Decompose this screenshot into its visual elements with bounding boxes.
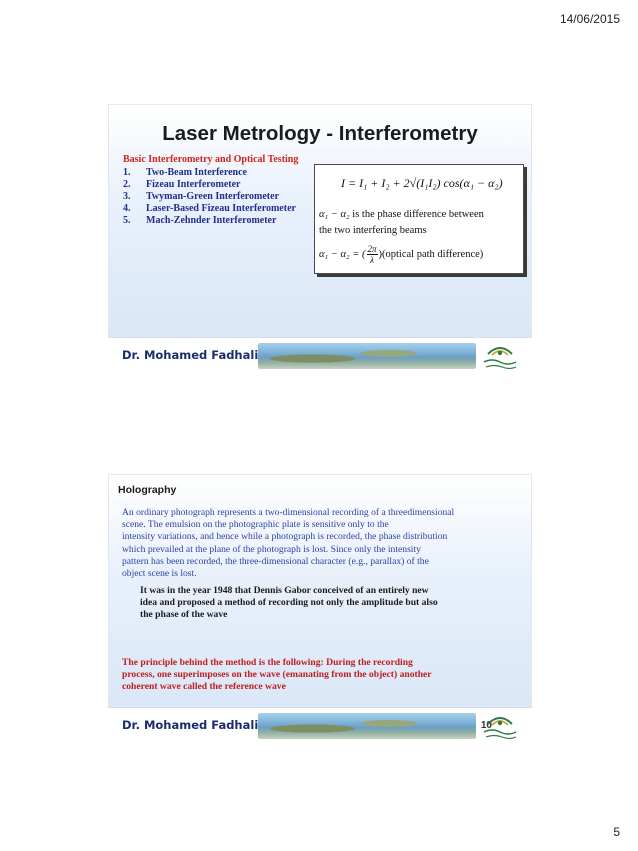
author-name: Dr. Mohamed Fadhali <box>122 348 259 362</box>
list-item: 4. Laser-Based Fizeau Interferometer <box>123 203 296 214</box>
phase-definition-cont: the two interfering beams <box>319 225 427 236</box>
gabor-statement: It was in the year 1948 that Dennis Gabor conceived of an entirely new idea and proposed a method of recording not only the amplitude but also the phase of the wave <box>140 585 438 621</box>
slide-title: Laser Metrology - Interferometry <box>162 122 478 145</box>
university-logo-icon <box>478 340 522 372</box>
slide-number: 10 <box>480 720 492 731</box>
list-item: 2. Fizeau Interferometer <box>123 179 241 190</box>
holography-paragraph: An ordinary photograph represents a two-dimensional recording of a threedimensional scene. The emulsion on the photographic plate is sensitive only to the intensity variations, and hence while a photograph is recorded, the phase distribution which prevailed at the plane of the photograph is lost. Since only the intensity pattern has been recorded, the three-dimensional character (e.g., parallax) of the object scene is lost. <box>122 507 455 580</box>
section-heading: Basic Interferometry and Optical Testing <box>123 154 299 165</box>
phase-definition: α₁ − α₂ is the phase difference between <box>319 209 484 220</box>
slide-laser-metrology <box>108 104 532 374</box>
slide-holography <box>108 474 532 744</box>
formula-box <box>314 164 524 274</box>
list-item: 5. Mach-Zehnder Interferometer <box>123 215 277 226</box>
principle-statement: The principle behind the method is the following: During the recording process, one superimposes on the wave (emanating from the object) another coherent wave called the reference wave <box>122 657 432 693</box>
page-date: 14/06/2015 <box>559 12 620 26</box>
university-logo-icon <box>478 710 522 742</box>
author-name: Dr. Mohamed Fadhali <box>122 718 259 732</box>
coastline-banner-image <box>258 343 476 369</box>
topic-list <box>123 167 296 227</box>
slide-footer <box>108 337 532 374</box>
list-item: 3. Twyman-Green Interferometer <box>123 191 280 202</box>
page-number: 5 <box>613 825 620 839</box>
phase-equation: α₁ − α₂ = ( $\frac{2\pi}{\lambda}$ )(optical path difference) <box>319 244 484 265</box>
slide-footer <box>108 707 532 744</box>
list-item: 1. Two-Beam Interference <box>123 167 247 178</box>
coastline-banner-image <box>258 713 476 739</box>
slide-title: Holography <box>118 484 177 496</box>
intensity-equation: I = I₁ + I₂ + 2√(I₁I₂) cos(α₁ − α₂) <box>341 176 503 190</box>
